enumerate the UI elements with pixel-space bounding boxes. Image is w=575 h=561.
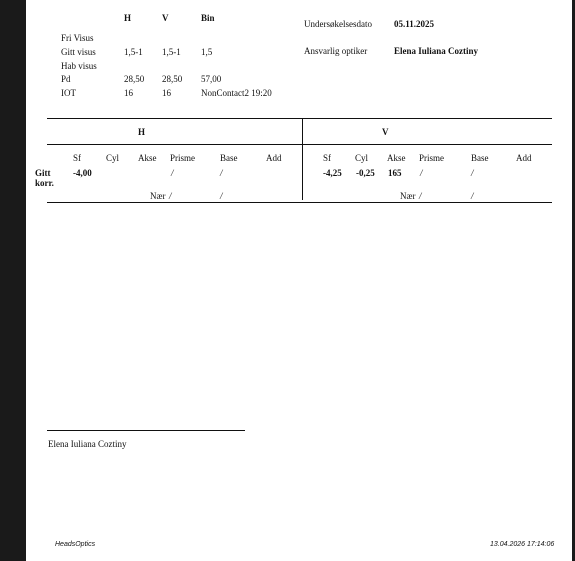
rx-v-near-prisme: / [419, 191, 422, 201]
rx-col-base: Base [220, 153, 238, 163]
rx-row-label-korr: korr. [35, 178, 54, 188]
visus-row-bin: 57,00 [201, 74, 222, 84]
scan-left-border [0, 0, 26, 561]
visus-header-h: H [124, 13, 132, 23]
rx-col-sf: Sf [323, 153, 332, 163]
rx-v-sf: -4,25 [323, 168, 342, 178]
visus-row-v: 1,5-1 [162, 47, 181, 57]
rx-col-sf: Sf [73, 153, 82, 163]
visus-row-bin: 1,5 [201, 47, 213, 57]
rx-v-near-base: / [471, 191, 474, 201]
rx-col-prisme: Prisme [419, 153, 445, 163]
rx-right-eye-title: H [138, 127, 146, 137]
visus-header-bin: Bin [201, 13, 215, 23]
visus-row-label: Fri Visus [61, 33, 94, 43]
rx-col-cyl: Cyl [355, 153, 369, 163]
rx-row-label-gitt: Gitt [35, 168, 51, 178]
rx-col-base: Base [471, 153, 489, 163]
rx-v-base: / [471, 168, 474, 178]
rx-col-akse: Akse [138, 153, 157, 163]
rx-h-prisme: / [171, 168, 174, 178]
optician-label: Ansvarlig optiker [304, 46, 368, 56]
rx-header-rule [47, 144, 552, 145]
rx-h-sf: -4,00 [73, 168, 92, 178]
rx-bottom-rule [47, 202, 552, 203]
rx-top-rule [47, 118, 552, 119]
visus-row-v: 16 [162, 88, 171, 98]
rx-h-base: / [220, 168, 223, 178]
visus-row-bin: NonContact2 19:20 [201, 88, 272, 98]
visus-row-label: Gitt visus [61, 47, 96, 57]
visus-row-label: Hab visus [61, 61, 97, 71]
signature-name: Elena Iuliana Coztiny [48, 439, 127, 449]
rx-col-prisme: Prisme [170, 153, 196, 163]
footer-brand: HeadsOptics [55, 541, 96, 548]
rx-eye-divider [302, 118, 303, 200]
visus-row-h: 28,50 [124, 74, 145, 84]
visus-row-h: 1,5-1 [124, 47, 143, 57]
visus-row-label: IOT [61, 88, 76, 98]
optician-value: Elena Iuliana Coztiny [394, 46, 479, 56]
rx-v-akse: 165 [388, 168, 402, 178]
visus-row-v: 28,50 [162, 74, 183, 84]
visus-header-v: V [162, 13, 169, 23]
rx-col-cyl: Cyl [106, 153, 120, 163]
signature-line [47, 430, 245, 431]
rx-h-near-prisme: / [169, 191, 172, 201]
exam-date-label: Undersøkelsesdato [304, 19, 372, 29]
rx-left-eye-title: V [382, 127, 389, 137]
exam-date-value: 05.11.2025 [394, 19, 435, 29]
rx-v-cyl: -0,25 [356, 168, 375, 178]
visus-row-label: Pd [61, 74, 71, 84]
rx-v-prisme: / [420, 168, 423, 178]
rx-v-near-label: Nær [400, 191, 416, 201]
visus-row-h: 16 [124, 88, 133, 98]
rx-col-akse: Akse [387, 153, 406, 163]
footer-timestamp: 13.04.2026 17:14:06 [490, 541, 555, 548]
rx-h-near-base: / [220, 191, 223, 201]
rx-col-add: Add [266, 153, 282, 163]
rx-h-near-label: Nær [150, 191, 166, 201]
rx-col-add: Add [516, 153, 532, 163]
